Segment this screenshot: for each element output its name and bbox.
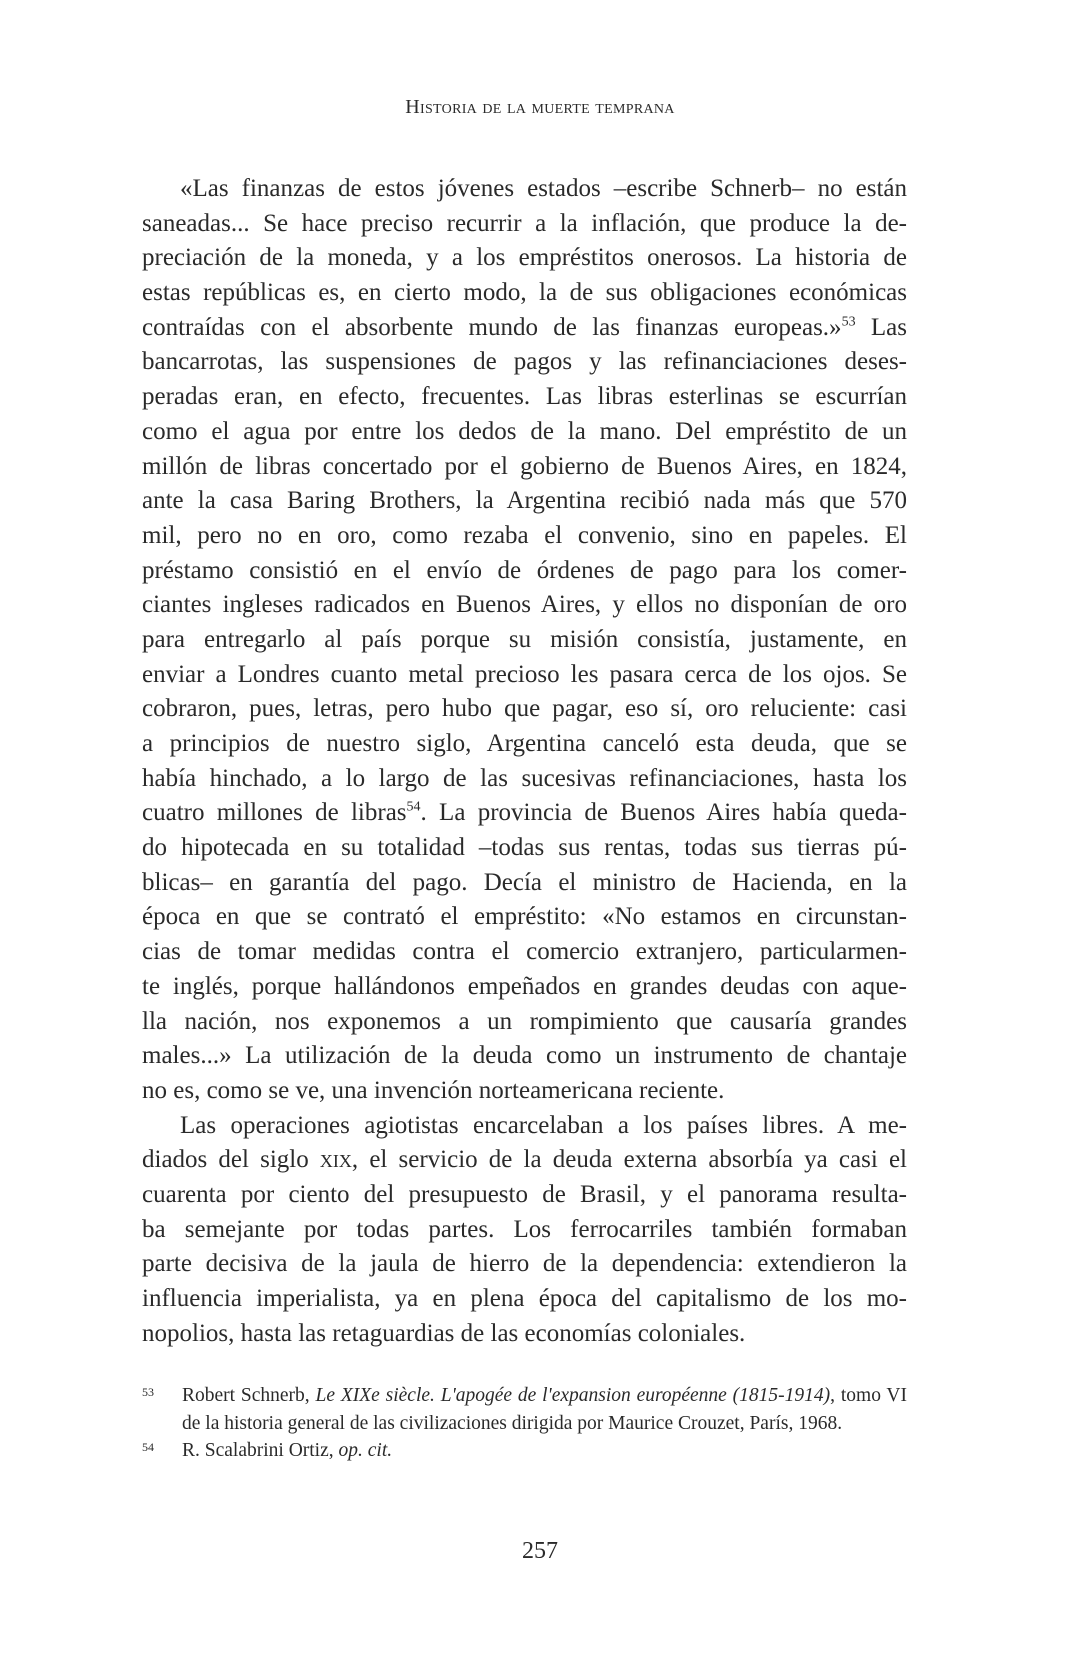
text-segment: Las — [855, 313, 907, 341]
text-line: peradas eran, en efecto, frecuentes. Las libras esterlinas se escurrían — [142, 383, 907, 411]
text-line: ante la casa Baring Brothers, la Argentina recibió nada más que 570 — [142, 487, 907, 515]
text-line: «Las finanzas de estos jóvenes estados –escribe Schnerb– no están — [180, 175, 907, 202]
text-segment: . La provincia de Buenos Aires había queda- — [420, 799, 907, 827]
footnote-text — [182, 1437, 907, 1465]
text-line: nopolios, hasta las retaguardias de las economías coloniales. — [142, 1319, 746, 1347]
text-segment: contraídas con el absorbente mundo de las finanzas europeas.» — [142, 313, 842, 341]
century-numeral: xix — [319, 1146, 352, 1174]
text-line: para entregarlo al país porque su misión consistía, justamente, en — [142, 625, 907, 653]
footnote-text — [182, 1382, 907, 1437]
footnote-53 — [142, 1382, 907, 1437]
text-line: te inglés, porque hallándonos empeñados en grandes deudas con aque- — [142, 972, 907, 1000]
footnote-author: Robert Schnerb, — [182, 1385, 316, 1406]
text-line: parte decisiva de la jaula de hierro de la dependencia: extendieron la — [142, 1250, 907, 1278]
text-line: como el agua por entre los dedos de la mano. Del empréstito de un — [142, 417, 907, 445]
text-line: preciación de la moneda, y a los empréstitos onerosos. La historia de — [142, 244, 907, 272]
text-line: saneadas... Se hace preciso recurrir a la inflación, que produce la de- — [142, 209, 907, 237]
text-line: cuarenta por ciento del presupuesto de Brasil, y el panorama resulta- — [142, 1180, 907, 1208]
text-line: do hipotecada en su totalidad –todas sus rentas, todas sus tierras pú- — [142, 834, 907, 862]
text-line: millón de libras concertado por el gobierno de Buenos Aires, en 1824, — [142, 452, 907, 480]
body-text — [142, 172, 907, 1351]
text-line: estas repúblicas es, en cierto modo, la de sus obligaciones económicas — [142, 279, 907, 307]
text-line: ciantes ingleses radicados en Buenos Aires, y ellos no disponían de oro — [142, 591, 907, 619]
footnote-number: 53 — [142, 1385, 154, 1399]
text-line: ba semejante por todas partes. Los ferrocarriles también formaban — [142, 1215, 907, 1243]
text-segment: diados del siglo — [142, 1146, 309, 1174]
footnotes — [142, 1382, 907, 1465]
text-line: mil, pero no en oro, como rezaba el convenio, sino en papeles. El — [142, 521, 907, 549]
text-line: bancarrotas, las suspensiones de pagos y las refinanciaciones deses- — [142, 348, 907, 376]
text-line: a principios de nuestro siglo, Argentina canceló esta deuda, que se — [142, 730, 907, 757]
running-header: Historia de la muerte temprana — [405, 96, 675, 118]
text-line: males...» La utilización de la deuda como un instrumento de chantaje — [142, 1042, 907, 1070]
text-line — [142, 796, 907, 831]
text-line: había hinchado, a lo largo de las sucesivas refinanciaciones, hasta los — [142, 764, 907, 792]
text-line: Las operaciones agiotistas encarcelaban a los países libres. A me- — [180, 1111, 907, 1139]
text-line: época en que se contrató el empréstito: «No estamos en circunstan- — [142, 903, 907, 931]
footnote-54 — [142, 1437, 907, 1465]
footnote-ref-53[interactable]: 53 — [841, 314, 856, 330]
text-line: préstamo consistió en el envío de órdenes de pago para los comer- — [142, 556, 907, 584]
footnote-ref-54[interactable]: 54 — [406, 800, 421, 816]
text-line — [142, 311, 907, 346]
text-line: enviar a Londres cuanto metal precioso les pasara cerca de los ojos. Se — [142, 660, 907, 688]
text-line: cias de tomar medidas contra el comercio extranjero, particularmen- — [142, 938, 907, 966]
text-line: cobraron, pues, letras, pero hubo que pagar, eso sí, oro reluciente: casi — [142, 695, 907, 723]
text-line — [142, 1143, 907, 1178]
text-line: influencia imperialista, ya en plena época del capitalismo de los mo- — [142, 1285, 907, 1312]
text-line: no es, como se ve, una invención norteamericana reciente. — [142, 1076, 725, 1104]
page-number: 257 — [522, 1538, 558, 1564]
footnote-rest: , tomo VI de la historia general de las civilizaciones dirigida por Maurice Crouzet, París, 1968. — [182, 1385, 907, 1434]
footnote-number: 54 — [142, 1440, 154, 1454]
text-line: blicas– en garantía del pago. Decía el ministro de Hacienda, en la — [142, 868, 907, 896]
footnote-title: op. cit. — [338, 1440, 393, 1461]
footnote-title: Le XIXe siècle. L'apogée de l'expansion européenne (1815-1914) — [315, 1385, 831, 1406]
footnote-author: R. Scalabrini Ortiz, — [182, 1440, 339, 1461]
text-line: lla nación, nos exponemos a un rompimiento que causaría grandes — [142, 1007, 907, 1035]
text-segment: , el servicio de la deuda externa absorbía ya casi el — [351, 1146, 907, 1174]
text-segment: cuatro millones de libras — [142, 799, 407, 827]
